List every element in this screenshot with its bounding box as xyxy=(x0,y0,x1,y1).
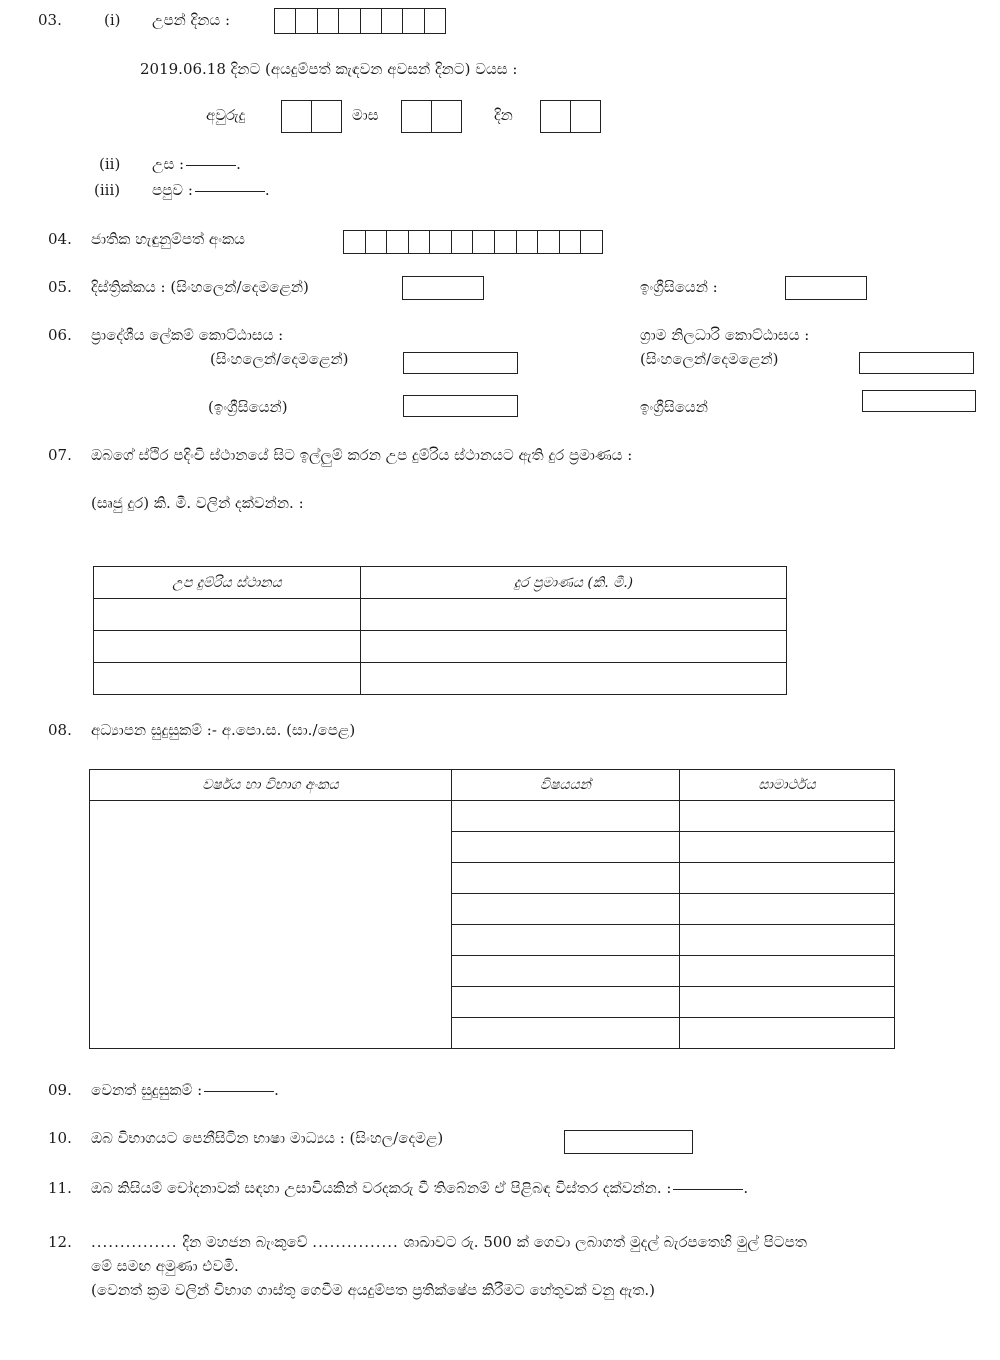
grade-cell[interactable] xyxy=(680,894,895,925)
medium-input[interactable] xyxy=(564,1130,693,1154)
district-sinhala-input[interactable] xyxy=(402,276,484,300)
q03-ii-label: (ii) xyxy=(99,155,121,173)
medium-label: ඔබ විභාගයට පෙනීසිටින භාෂා මාධ්‍යය : (සිංහල/දෙමළ) xyxy=(91,1129,444,1147)
subjects-column-header: විෂයයන් xyxy=(452,770,680,801)
days-input-cells[interactable] xyxy=(540,100,601,133)
gn-english-label: ඉංග්‍රීසියෙන් xyxy=(640,398,708,416)
conviction-blank[interactable] xyxy=(673,1189,743,1190)
table-row xyxy=(94,631,787,663)
station-column-header: උප දුම්රිය ස්ථානය xyxy=(94,567,361,599)
age-note: 2019.06.18 දිනට (අයදුම්පත් කැඳවන අවසන් දිනට) වයස : xyxy=(140,60,518,78)
other-qualifications-label: වෙනත් සුදුසුකම් : xyxy=(91,1081,203,1099)
grade-cell[interactable] xyxy=(680,956,895,987)
q07-number: 07. xyxy=(48,446,72,464)
dob-input-cells[interactable] xyxy=(274,8,446,34)
years-input-cells[interactable] xyxy=(281,100,342,133)
distance-column-header: දුර ප්‍රමාණය (කි. මී.) xyxy=(361,567,787,599)
district-english-label: ඉංග්‍රීසියෙන් : xyxy=(640,278,718,296)
grade-cell[interactable] xyxy=(680,925,895,956)
year-index-cell[interactable] xyxy=(90,801,452,1049)
station-distance-table xyxy=(93,566,787,695)
grade-cell[interactable] xyxy=(680,1018,895,1049)
district-english-input[interactable] xyxy=(785,276,867,300)
other-qualifications-blank[interactable] xyxy=(204,1091,274,1092)
chest-row[interactable]: පපුව : . xyxy=(152,181,270,199)
subject-cell[interactable] xyxy=(452,987,680,1018)
ds-english-input[interactable] xyxy=(403,395,518,417)
payment-line-1 xyxy=(91,1235,807,1250)
subject-cell[interactable] xyxy=(452,1018,680,1049)
table-row xyxy=(94,599,787,631)
station-cell[interactable] xyxy=(94,663,361,695)
gn-english-input[interactable] xyxy=(862,390,976,412)
gn-sinhala-label: (සිංහලෙන්/දෙමළෙන්) xyxy=(640,350,779,368)
grade-cell[interactable] xyxy=(680,832,895,863)
ds-division-label: ප්‍රාදේශීය ලේකම් කොට්ඨාසය : xyxy=(91,326,284,344)
station-cell[interactable] xyxy=(94,631,361,663)
gn-division-label: ග්‍රාම නිලධාරි කොට්ඨාසය : xyxy=(640,326,810,344)
payment-text-1: දින මහජන බැංකුවේ xyxy=(182,1233,308,1251)
q12-number: 12. xyxy=(48,1233,72,1251)
height-blank[interactable] xyxy=(186,165,236,166)
nic-label: ජාතික හැඳුනුම්පත් අංකය xyxy=(91,230,245,248)
q08-number: 08. xyxy=(48,721,72,739)
distance-label: ඔබගේ ස්ථිර පදිංචි ස්ථානයේ සිට ඉල්ලුම් කරන උප දුම්රිය ස්ථානයට ඇති දුර ප්‍රමාණය : xyxy=(91,446,633,464)
q03-number: 03. xyxy=(38,11,62,29)
grade-cell[interactable] xyxy=(680,987,895,1018)
ds-english-label: (ඉංග්‍රීසියෙන්) xyxy=(208,398,288,416)
q11-number: 11. xyxy=(48,1179,72,1197)
subject-cell[interactable] xyxy=(452,863,680,894)
other-qualifications-row[interactable]: වෙනත් සුදුසුකම් : . xyxy=(91,1081,279,1099)
q04-number: 04. xyxy=(48,230,72,248)
days-label: දින xyxy=(494,106,513,124)
subject-cell[interactable] xyxy=(452,925,680,956)
months-input-cells[interactable] xyxy=(401,100,462,133)
table-row xyxy=(90,801,895,832)
chest-label: පපුව : xyxy=(152,181,193,199)
conviction-row[interactable]: ඔබ කිසියම් චෝදනාවක් සඳහා උසාවියකින් වරදකරු වී තිබේනම් ඒ පිළිබඳ විස්තර දක්වන්න. : . xyxy=(91,1179,749,1197)
subject-cell[interactable] xyxy=(452,832,680,863)
q06-number: 06. xyxy=(48,326,72,344)
q10-number: 10. xyxy=(48,1129,72,1147)
height-row[interactable]: උස : . xyxy=(152,155,241,173)
grade-cell[interactable] xyxy=(680,863,895,894)
branch-blank[interactable]: ............... xyxy=(312,1233,399,1251)
grade-column-header: සාමාර්ථය xyxy=(680,770,895,801)
subject-cell[interactable] xyxy=(452,894,680,925)
distance-cell[interactable] xyxy=(361,663,787,695)
distance-cell[interactable] xyxy=(361,631,787,663)
months-label: මාස xyxy=(352,106,379,124)
dob-label: උපන් දිනය : xyxy=(152,11,230,29)
height-label: උස : xyxy=(152,155,185,173)
q05-number: 05. xyxy=(48,278,72,296)
grade-cell[interactable] xyxy=(680,801,895,832)
payment-note: (වෙනත් ක්‍රම වලින් විභාග ගාස්තු ගෙවීම අයදුම්පත ප්‍රතික්ෂේප කිරීමට හේතුවක් වනු ඇත.) xyxy=(91,1281,656,1299)
gn-sinhala-input[interactable] xyxy=(859,352,974,374)
nic-input-cells[interactable] xyxy=(343,230,603,254)
conviction-label: ඔබ කිසියම් චෝදනාවක් සඳහා උසාවියකින් වරදකරු වී තිබේනම් ඒ පිළිබඳ විස්තර දක්වන්න. : xyxy=(91,1179,672,1197)
payment-text-2: ශාඛාවට රු. 500 ක් ගෙවා ලබාගත් මුදල් බැරපතෙහි මුල් පිටපත xyxy=(403,1233,807,1251)
payment-date-blank[interactable]: ............... xyxy=(91,1233,178,1251)
q03-i-label: (i) xyxy=(104,11,121,29)
station-cell[interactable] xyxy=(94,599,361,631)
years-label: අවුරුදු xyxy=(206,106,246,124)
q03-iii-label: (iii) xyxy=(94,181,121,199)
district-label: දිස්ත්‍රික්කය : (සිංහලෙන්/දෙමළෙන්) xyxy=(91,278,309,296)
subject-cell[interactable] xyxy=(452,801,680,832)
ds-sinhala-input[interactable] xyxy=(403,352,518,374)
distance-sublabel: (සෘජු දුර) කි. මී. වලින් දක්වන්න. : xyxy=(91,494,304,512)
distance-cell[interactable] xyxy=(361,599,787,631)
education-label: අධ්‍යාපන සුදුසුකම් :- අ.පො.ස. (සා./පෙළ) xyxy=(91,721,356,739)
q09-number: 09. xyxy=(48,1081,72,1099)
payment-line-2: මේ සමඟ අමුණා එවමි. xyxy=(91,1257,239,1275)
ds-sinhala-label: (සිංහලෙන්/දෙමළෙන්) xyxy=(210,350,349,368)
subject-cell[interactable] xyxy=(452,956,680,987)
chest-blank[interactable] xyxy=(195,191,265,192)
education-table xyxy=(89,769,895,1049)
table-row xyxy=(94,663,787,695)
year-index-column-header: වර්ෂය හා විභාග අංකය xyxy=(90,770,452,801)
